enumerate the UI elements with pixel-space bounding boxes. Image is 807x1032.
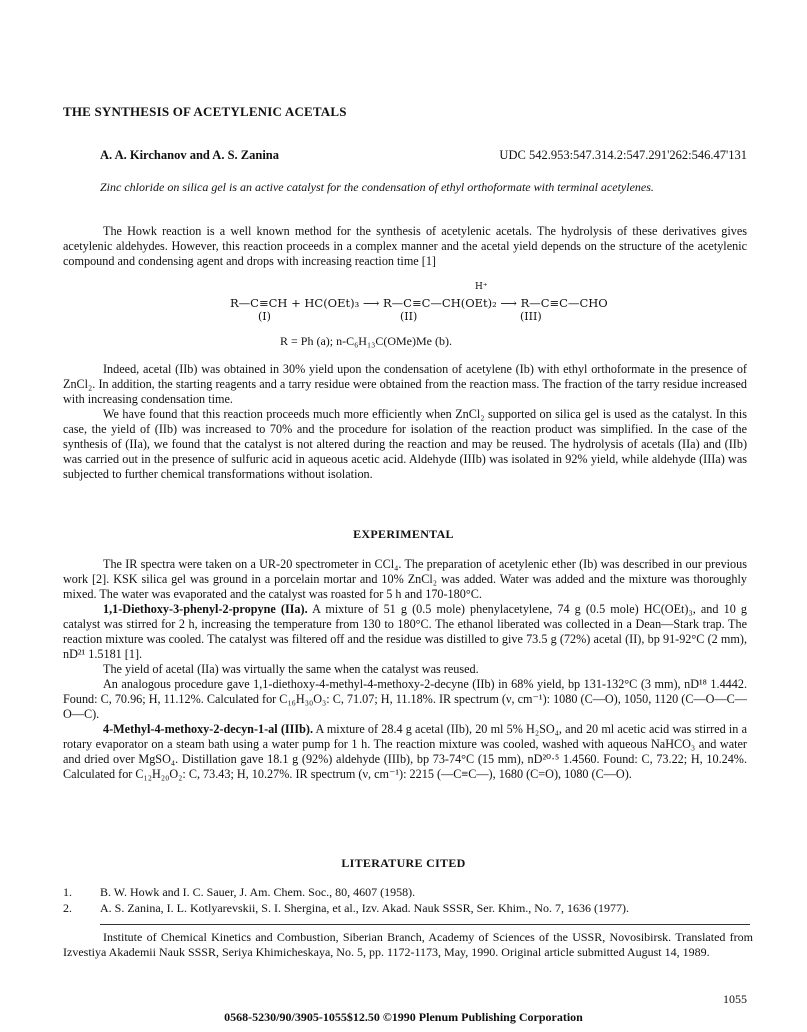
compound-II-label: (II): [400, 310, 418, 323]
exp-paragraph-2-text: A mixture of 51 g (0.5 mole) phenylacetylene, 74 g (0.5 mole) HC(OEt)₃, and 10 g catalyst was stirred for 2 h, increasing the temperature from 130 to 180°C. The ethanol liberated was collected in a Dean—Stark trap. The reaction mixture was cooled. The catalyst was filtered off and the residue was distilled to give 73.5 g (72%) acetal (II), bp 91-92°C (2 mm), nD²¹ 1.5181 [1].: [63, 602, 747, 661]
exp-paragraph-2: [63, 602, 747, 662]
intro-paragraph: [63, 224, 747, 269]
scheme-equation: R—C≡CH + HC(OEt)₃ ⟶ R—C≡C—CH(OEt)₂ ⟶ R—C≡C—CHO: [230, 296, 608, 310]
copyright-footer: 0568-5230/90/3905-1055$12.50 ©1990 Plenum Publishing Corporation: [224, 1010, 583, 1024]
reference-text: B. W. Howk and I. C. Sauer, J. Am. Chem. Soc., 80, 4607 (1958).: [100, 885, 416, 899]
compound-IIIb-title: 4-Methyl-4-methoxy-2-decyn-1-al (IIIb).: [103, 722, 313, 736]
paragraph-2: We have found that this reaction proceeds much more efficiently when ZnCl₂ supported on silica gel is used as the catalyst. In this case, the yield of (IIb) was increased to 70% and the procedure for isolation of the reaction product was simplified. In the case of the synthesis of (IIa), we found that the catalyst is not altered during the reaction and may be reused. The hydrolysis of acetals (IIa) and (IIb) was carried out in the presence of sulfuric acid in aqueous acetic acid. Aldehyde (IIIb) was isolated in 92% yield, while aldehyde (IIIa) was subjected to further chemical transformations without isolation.: [63, 407, 747, 481]
experimental-section: [63, 557, 747, 782]
article-title: THE SYNTHESIS OF ACETYLENIC ACETALS: [63, 104, 347, 119]
intro-text: The Howk reaction is a well known method for the synthesis of acetylenic acetals. The hydrolysis of these derivatives gives acetylenic aldehydes. However, this reaction proceeds in a complex manner and the acetal yield depends on the structure of the acetylenic compound and condensing agent and drops with increasing reaction time [1]: [63, 224, 747, 268]
compound-I-label: (I): [258, 310, 271, 323]
page-number: 1055: [723, 992, 747, 1006]
exp-paragraph-5: [63, 722, 747, 782]
exp-paragraph-4: An analogous procedure gave 1,1-diethoxy-4-methyl-4-methoxy-2-decyne (IIb) in 68% yield, bp 131-132°C (3 mm), nD¹⁸ 1.4442. Found: C, 70.96; H, 11.12%. Calculated for C₁₆H₃₀O₃: C, 71.07; H, 11.18%. IR spectrum (ν, cm⁻¹): 1080 (C—O), 1050, 1120 (C—O—C—O—C).: [63, 677, 747, 721]
compound-IIa-title: 1,1-Diethoxy-3-phenyl-2-propyne (IIa).: [103, 602, 308, 616]
compound-III-label: (III): [520, 310, 542, 323]
paragraph-1: Indeed, acetal (IIb) was obtained in 30% yield upon the condensation of acetylene (Ib) with ethyl orthoformate in the presence of ZnCl₂. In addition, the starting reagents and a tarry residue were obtained from the reaction mass. The fraction of the tarry residue increased with increasing condensation time.: [63, 362, 747, 406]
reference-item: [63, 900, 763, 916]
affiliation-footnote: [63, 930, 753, 960]
scheme-numbers: [230, 310, 608, 326]
article-authors: A. A. Kirchanov and A. S. Zanina: [100, 148, 279, 162]
abstract: Zinc chloride on silica gel is an active catalyst for the condensation of ethyl orthoformate with terminal acetylenes.: [100, 180, 654, 194]
experimental-heading: EXPERIMENTAL: [353, 527, 454, 541]
references-list: [63, 884, 763, 916]
reference-number: 2.: [63, 901, 72, 915]
r-definition: R = Ph (a); n-C₆H₁₃C(OMe)Me (b).: [280, 334, 452, 348]
reaction-scheme: [230, 282, 608, 326]
exp-paragraph-5-text: A mixture of 28.4 g acetal (IIb), 20 ml 5% H₂SO₄, and 20 ml acetic acid was stirred in a rotary evaporator on a steam bath using a water pump for 1 h. The reaction mixture was cooled, washed with aqueous NaHCO₃ and water and dried over MgSO₄. Distillation gave 18.1 g (92%) aldehyde (IIIb), bp 73-74°C (15 mm), nD²⁰·⁵ 1.4560. Found: C, 73.22; H, 10.24%. Calculated for C₁₂H₂₀O₂: C, 73.43; H, 10.27%. IR spectrum (ν, cm⁻¹): 2215 (—C≡C—), 1680 (C=O), 1080 (C—O).: [63, 722, 747, 781]
catalyst-label: H⁺: [475, 282, 488, 292]
exp-paragraph-1: The IR spectra were taken on a UR-20 spectrometer in CCl₄. The preparation of acetylenic ether (Ib) was described in our previous work [2]. KSK silica gel was ground in a porcelain mortar and 10% ZnCl₂ was added. Water was added and the mixture was thoroughly mixed. The water was evaporated and the catalyst was roasted for 5 h and 170-180°C.: [63, 557, 747, 601]
literature-heading: LITERATURE CITED: [341, 856, 466, 870]
results-section: [63, 362, 747, 482]
affiliation-text: Institute of Chemical Kinetics and Combustion, Siberian Branch, Academy of Sciences of the USSR, Novosibirsk. Translated from Izvestiya Akademii Nauk SSSR, Seriya Khimicheskaya, No. 5, pp. 1172-1173, May, 1990. Original article submitted August 14, 1989.: [63, 930, 753, 959]
udc-code: UDC 542.953:547.314.2:547.291'262:546.47'131: [499, 148, 747, 162]
reference-number: 1.: [63, 885, 72, 899]
exp-paragraph-3: The yield of acetal (IIa) was virtually the same when the catalyst was reused.: [103, 662, 479, 676]
reference-item: [63, 884, 763, 900]
reference-text: A. S. Zanina, I. L. Kotlyarevskii, S. I. Shergina, et al., Izv. Akad. Nauk SSSR, Ser. Khim., No. 7, 1636 (1977).: [100, 901, 629, 915]
footnote-divider: [100, 924, 750, 925]
